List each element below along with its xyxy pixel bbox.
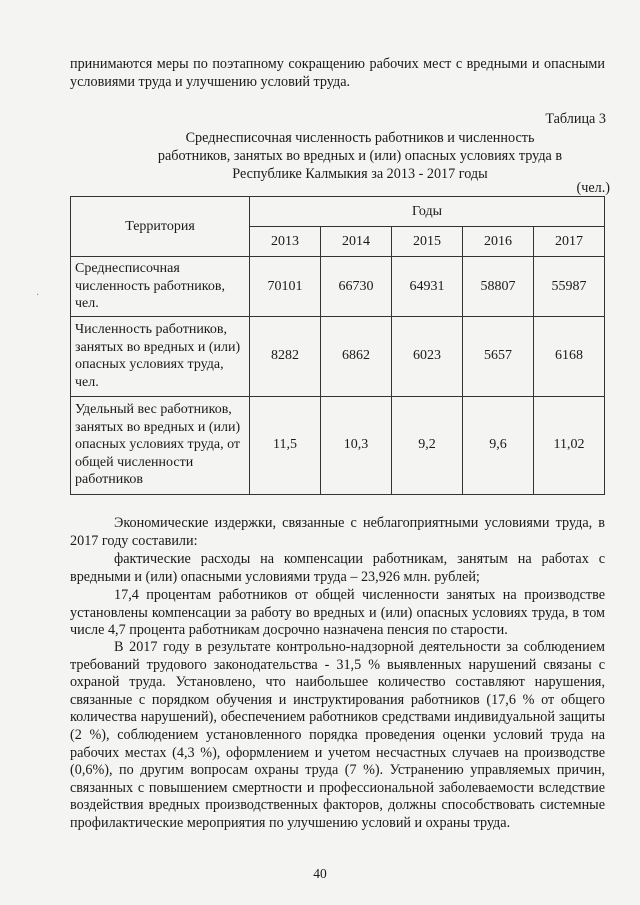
paragraph-costs-intro: Экономические издержки, связанные с неблагоприятными условиями труда, в 2017 году составили: [70,515,605,549]
table-row [71,316,605,396]
cell-value: 64931 [392,257,463,317]
table-row [71,257,605,317]
cell-value: 6168 [534,316,605,396]
cell-value: 11,5 [250,396,321,494]
cell-value: 58807 [463,257,534,317]
cell-value: 6862 [321,316,392,396]
cell-value: 5657 [463,316,534,396]
page-number: 40 [313,866,327,881]
year-2014: 2014 [321,227,392,257]
cell-value: 8282 [250,316,321,396]
year-2015: 2015 [392,227,463,257]
year-2017: 2017 [534,227,605,257]
cell-value: 55987 [534,257,605,317]
year-2013: 2013 [250,227,321,257]
paragraph-compensation: фактические расходы на компенсации работникам, занятым на работах с вредными и (или) опасными условиями труда – 23,926 млн. рублей; [70,551,605,585]
cell-value: 11,02 [534,396,605,494]
row-label: Численность работников, занятых во вредных и (или) опасных условиях труда, чел. [71,316,250,396]
cell-value: 9,6 [463,396,534,494]
data-table [70,196,605,495]
paragraph-violations: В 2017 году в результате контрольно-надзорной деятельности за соблюдением требований трудового законодательства - 31,5 % выявленных нарушений связаны с охраной труда. Установлено, что наибольшее количество составляют нарушения, связанные с порядком обучения и инструктирования работников (17,6 % от общего количества нарушений), обеспечением работников средствами индивидуальной защиты (2 %), соблюдением установленного порядка проведения оценки условий труда на рабочих местах (4,3 %), оформлением и учетом несчастных случаев на производстве (0,6%), по другим вопросам охраны труда (7 %). Устранению управляемых причин, связанных с повышением смертности и профессиональной заболеваемости вследствие воздействия вредных производственных факторов, должны способствовать системные профилактические мероприятия по улучшению условий и охраны труда. [70,639,605,831]
row-label: Удельный вес работников, занятых во вредных и (или) опасных условиях труда, от общей численности работников [71,396,250,494]
cell-value: 70101 [250,257,321,317]
unit-label: (чел.) [576,180,610,196]
top-paragraph: принимаются меры по поэтапному сокращению рабочих мест с вредными и опасными условиями труда и улучшению условий труда. [70,56,605,90]
cell-value: 66730 [321,257,392,317]
header-years: Годы [250,197,605,227]
row-label: Среднесписочная численность работников, чел. [71,257,250,317]
header-territory: Территория [71,197,250,257]
scan-dot: · [36,290,40,301]
table-caption: Среднесписочная численность работников и численность работников, занятых во вредных и (или) опасных условиях труда в Республике Калмыкия за 2013 - 2017 годы [157,130,563,182]
cell-value: 6023 [392,316,463,396]
paragraph-percentage: 17,4 процентам работников от общей численности занятых на производстве установлены компенсации за работу во вредных и (или) опасных условиях труда, в том числе 4,7 процента работникам досрочно назначена пенсия по старости. [70,587,605,639]
cell-value: 10,3 [321,396,392,494]
cell-value: 9,2 [392,396,463,494]
year-2016: 2016 [463,227,534,257]
table-label: Таблица 3 [545,111,606,127]
table-row [71,396,605,494]
